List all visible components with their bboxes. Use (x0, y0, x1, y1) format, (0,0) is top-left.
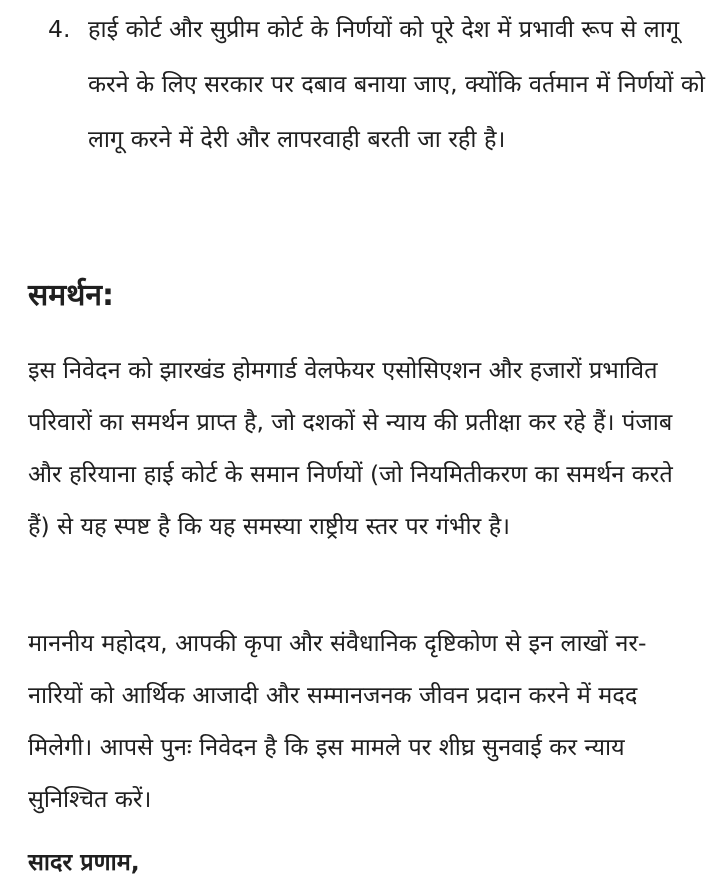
support-heading: समर्थन: (28, 278, 115, 313)
closing-salutation: सादर प्रणाम, (28, 848, 140, 876)
list-item-number: 4. (48, 15, 71, 43)
support-paragraph: इस निवेदन को झारखंड होमगार्ड वेलफेयर एसोसिएशन और हजारों प्रभावित परिवारों का समर्थन प्राप्त है, जो दशकों से न्याय की प्रतीक्षा कर रहे हैं। पंजाब और हरियाना हाई कोर्ट के समान निर्णयों (जो नियमितीकरण का समर्थन करते हैं) से यह स्पष्ट है कि यह समस्या राष्ट्रीय स्तर पर गंभीर है। (28, 356, 673, 540)
request-paragraph: माननीय महोदय, आपकी कृपा और संवैधानिक दृष्टिकोण से इन लाखों नर-नारियों को आर्थिक आजादी और सम्मानजनक जीवन प्रदान करने में मदद मिलेगी। आपसे पुनः निवेदन है कि इस मामले पर शीघ्र सुनवाई कर न्याय सुनिश्चित करें। (28, 629, 647, 813)
list-item-text: हाई कोर्ट और सुप्रीम कोर्ट के निर्णयों को पूरे देश में प्रभावी रूप से लागू करने के लिए सरकार पर दबाव बनाया जाए, क्योंकि वर्तमान में निर्णयों को लागू करने में देरी और लापरवाही बरती जा रही है। (88, 15, 705, 153)
demand-list-item-4 (48, 2, 708, 167)
